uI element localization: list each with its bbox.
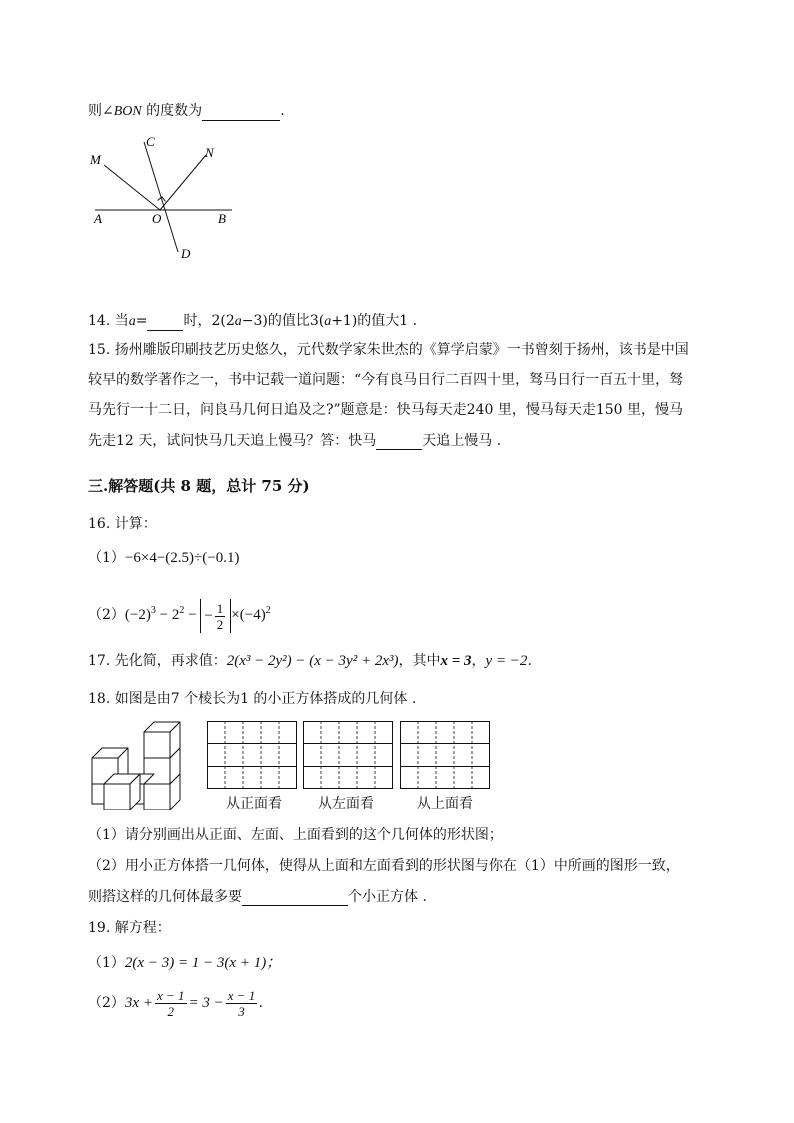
q18-part2a: （2）用小正方体搭一几何体，使得从上面和左面看到的形状图与你在（1）中所画的图形一致， [88,858,680,874]
section-title: 三.解答题(共 8 题，总计 75 分) [88,477,310,495]
label-O: O [152,211,162,226]
absolute-value: − $\frac{1}{2}$ [200,599,231,633]
caption-top: 从上面看 [417,796,473,812]
answer-blank-14[interactable] [147,316,183,331]
q14-line: 14. 当a= 时，2(2a−3)的值比3(a+1)的值大1 . [88,313,418,329]
label-N: N [205,145,214,160]
q16-part1: （1）−6×4−(2.5)÷(−0.1) [88,550,240,566]
grid-left-view [303,721,393,789]
caption-front: 从正面看 [226,796,282,812]
q15-line2: 较早的数学著作之一，书中记载一道问题：“今有良马日行二百四十里，驽马日行一百五十里，驽 [88,372,684,388]
q18-part2b: 则搭这样的几何体最多要 个小正方体 . [88,889,427,905]
q16-title: 16. 计算： [88,516,157,532]
caption-left: 从左面看 [318,796,374,812]
q19-title: 19. 解方程： [88,920,171,936]
answer-blank-15[interactable] [376,435,422,450]
ray-ON [160,155,206,210]
angle-name: BON [113,104,142,119]
line-CD [144,142,178,252]
label-C: C [146,134,155,149]
label-A: A [94,211,102,226]
grid-top-view [400,721,490,789]
q18-line: 18. 如图是由7 个棱长为1 的小正方体搭成的几何体 . [88,691,417,707]
q19-part1: （1）2(x − 3) = 1 − 3(x + 1)； [88,955,282,971]
cube-solid-figure [88,718,188,810]
label-B: B [218,211,226,226]
label-M: M [90,152,101,167]
q15-line1: 15. 扬州雕版印刷技艺历史悠久，元代数学家朱世杰的《算学启蒙》一书曾刻于扬州，该书是中国 [88,342,689,358]
q13-line: 则∠BON 的度数为 . [88,103,285,119]
q15-line3: 马先行一十二日，问良马几何日追及之?”题意是：快马每天走240 里，慢马每天走150 里，慢马 [88,402,684,418]
q19-part2: （2）3x + $\frac{x - 1}{2}$ = 3 − $\frac{x - 1}{3}$ . [88,988,264,1020]
q15-line4: 先走12 天，试问快马几天追上慢马？答：快马 天追上慢马 . [88,433,502,449]
grid-front-view [207,721,297,789]
label-D: D [181,246,191,261]
ray-OM [104,165,160,210]
q16-part2: $(2)(-2)^3 - 2^2$ − − $\frac{1}{2}$ $\times(-4)^2$ [88,594,271,628]
answer-blank-13[interactable] [202,106,280,121]
q18-part1: （1）请分别画出从正面、左面、上面看到的这个几何体的形状图； [88,827,503,843]
angle-figure [80,130,250,265]
q17-line: 17. 先化简，再求值：2(x³ − 2y²) − (x − 3y² + 2x³)，其中x = 3，y = −2. [88,653,532,669]
answer-blank-18[interactable] [242,891,348,906]
